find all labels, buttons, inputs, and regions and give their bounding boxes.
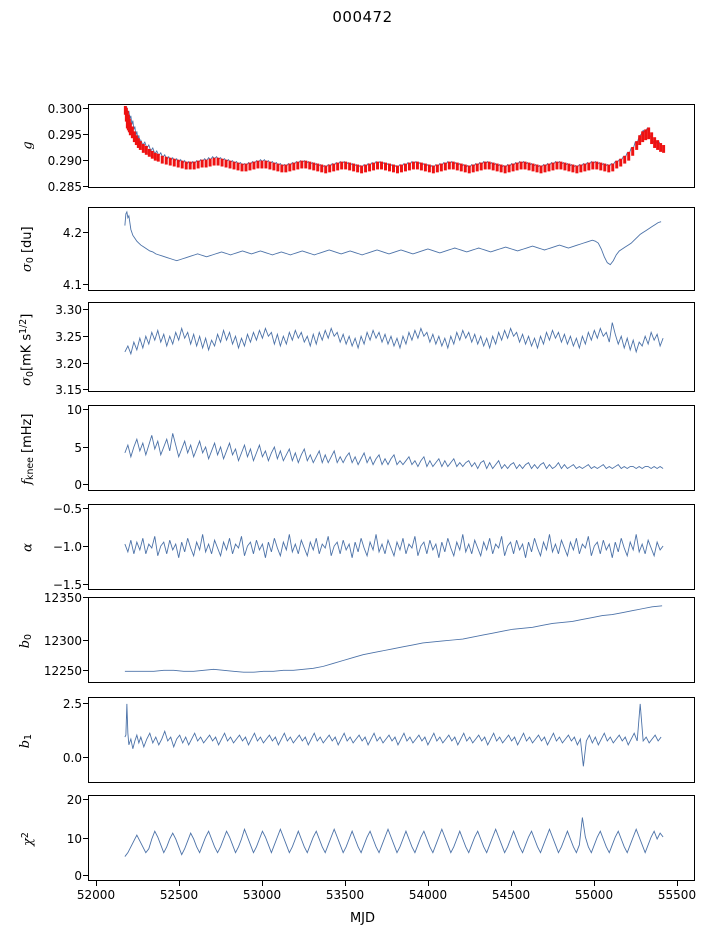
panel-chi2-ytick-0: 0 (74, 869, 82, 883)
panel-g (88, 104, 695, 188)
panel-b0-ytick-0: 12250 (43, 664, 82, 678)
panel-b0-ytick-2: 12350 (43, 591, 82, 605)
panel-sigma0-du-ylabel: $\sigma_0$ [du] (19, 226, 37, 272)
xtick-6: 55000 (574, 888, 614, 902)
panel-g-ylabel: g (20, 141, 36, 150)
panel-sigma0-du-plot (89, 208, 694, 290)
panel-g-ytick-2: 0.295 (47, 128, 82, 142)
alpha-line (125, 534, 663, 557)
panel-g-plot (89, 105, 694, 187)
panel-f-knee-ytick-0: 0 (74, 478, 82, 492)
panel-sigma0-mK (88, 302, 695, 392)
panel-f-knee-ytick-2: 10 (66, 403, 82, 417)
panel-sigma0-mK-plot (89, 303, 694, 391)
xtick-4: 54000 (408, 888, 448, 902)
panel-sigma0-du-ytick-0: 4.1 (62, 278, 82, 292)
panel-b1 (88, 697, 695, 783)
panel-alpha-ytick-0: −1.5 (52, 578, 82, 592)
xtick-2: 53000 (242, 888, 282, 902)
panel-b1-plot (89, 698, 694, 782)
panel-b1-ytick-0: 0.0 (62, 751, 82, 765)
panel-alpha-ytick-1: −1.0 (52, 540, 82, 554)
panel-sigma0-mK-ylabel: $\sigma_0[mK$ $s^{1/2}$] (18, 313, 36, 386)
panel-chi2 (88, 795, 695, 881)
b0-line (125, 606, 662, 672)
panel-sigma0-mK-ytick-0: 3.15 (55, 383, 82, 397)
panel-chi2-ylabel: $\chi^2$ (19, 832, 37, 847)
sigma0-du-line (125, 212, 661, 265)
panel-b0-ylabel: $b_0$ (17, 634, 35, 649)
panel-g-ytick-1: 0.290 (47, 154, 82, 168)
panel-b1-ytick-1: 2.5 (62, 697, 82, 711)
sigma0-mK-line (125, 323, 663, 354)
panel-g-ytick-3: 0.300 (47, 102, 82, 116)
panel-sigma0-mK-ytick-3: 3.30 (55, 303, 82, 317)
xtick-1: 52500 (159, 888, 199, 902)
panel-sigma0-mK-ytick-1: 3.20 (55, 357, 82, 371)
panel-f-knee-plot (89, 406, 694, 490)
panel-b0-plot (89, 598, 694, 682)
xtick-7: 55500 (657, 888, 697, 902)
panel-alpha-plot (89, 505, 694, 589)
panel-sigma0-du (88, 207, 695, 291)
panel-alpha-ytick-2: −0.5 (52, 502, 82, 516)
panel-alpha-ylabel: α (20, 543, 36, 552)
f-knee-line (125, 433, 663, 468)
panel-chi2-ytick-1: 10 (66, 832, 82, 846)
panel-sigma0-du-ytick-1: 4.2 (62, 226, 82, 240)
panel-alpha (88, 504, 695, 590)
figure-title: 000472 (332, 8, 393, 26)
panel-b1-ylabel: $b_1$ (17, 734, 35, 749)
panel-b0-ytick-1: 12300 (43, 634, 82, 648)
x-axis-label: MJD (349, 911, 376, 926)
panel-b0 (88, 597, 695, 683)
panel-g-ytick-0: 0.285 (47, 180, 82, 194)
panel-f-knee-ylabel: $f_{knee}$ [mHz] (19, 413, 37, 485)
b1-line (125, 704, 661, 767)
xtick-0: 52000 (76, 888, 116, 902)
xtick-3: 53500 (325, 888, 365, 902)
panel-sigma0-mK-ytick-2: 3.25 (55, 330, 82, 344)
panel-f-knee-ytick-1: 5 (74, 441, 82, 455)
chi2-line (125, 817, 663, 856)
panel-chi2-plot (89, 796, 694, 880)
panel-chi2-ytick-2: 20 (66, 793, 82, 807)
xtick-5: 54500 (491, 888, 531, 902)
g-measured-points (124, 106, 665, 173)
panel-f-knee (88, 405, 695, 491)
g-model-line (125, 107, 661, 168)
